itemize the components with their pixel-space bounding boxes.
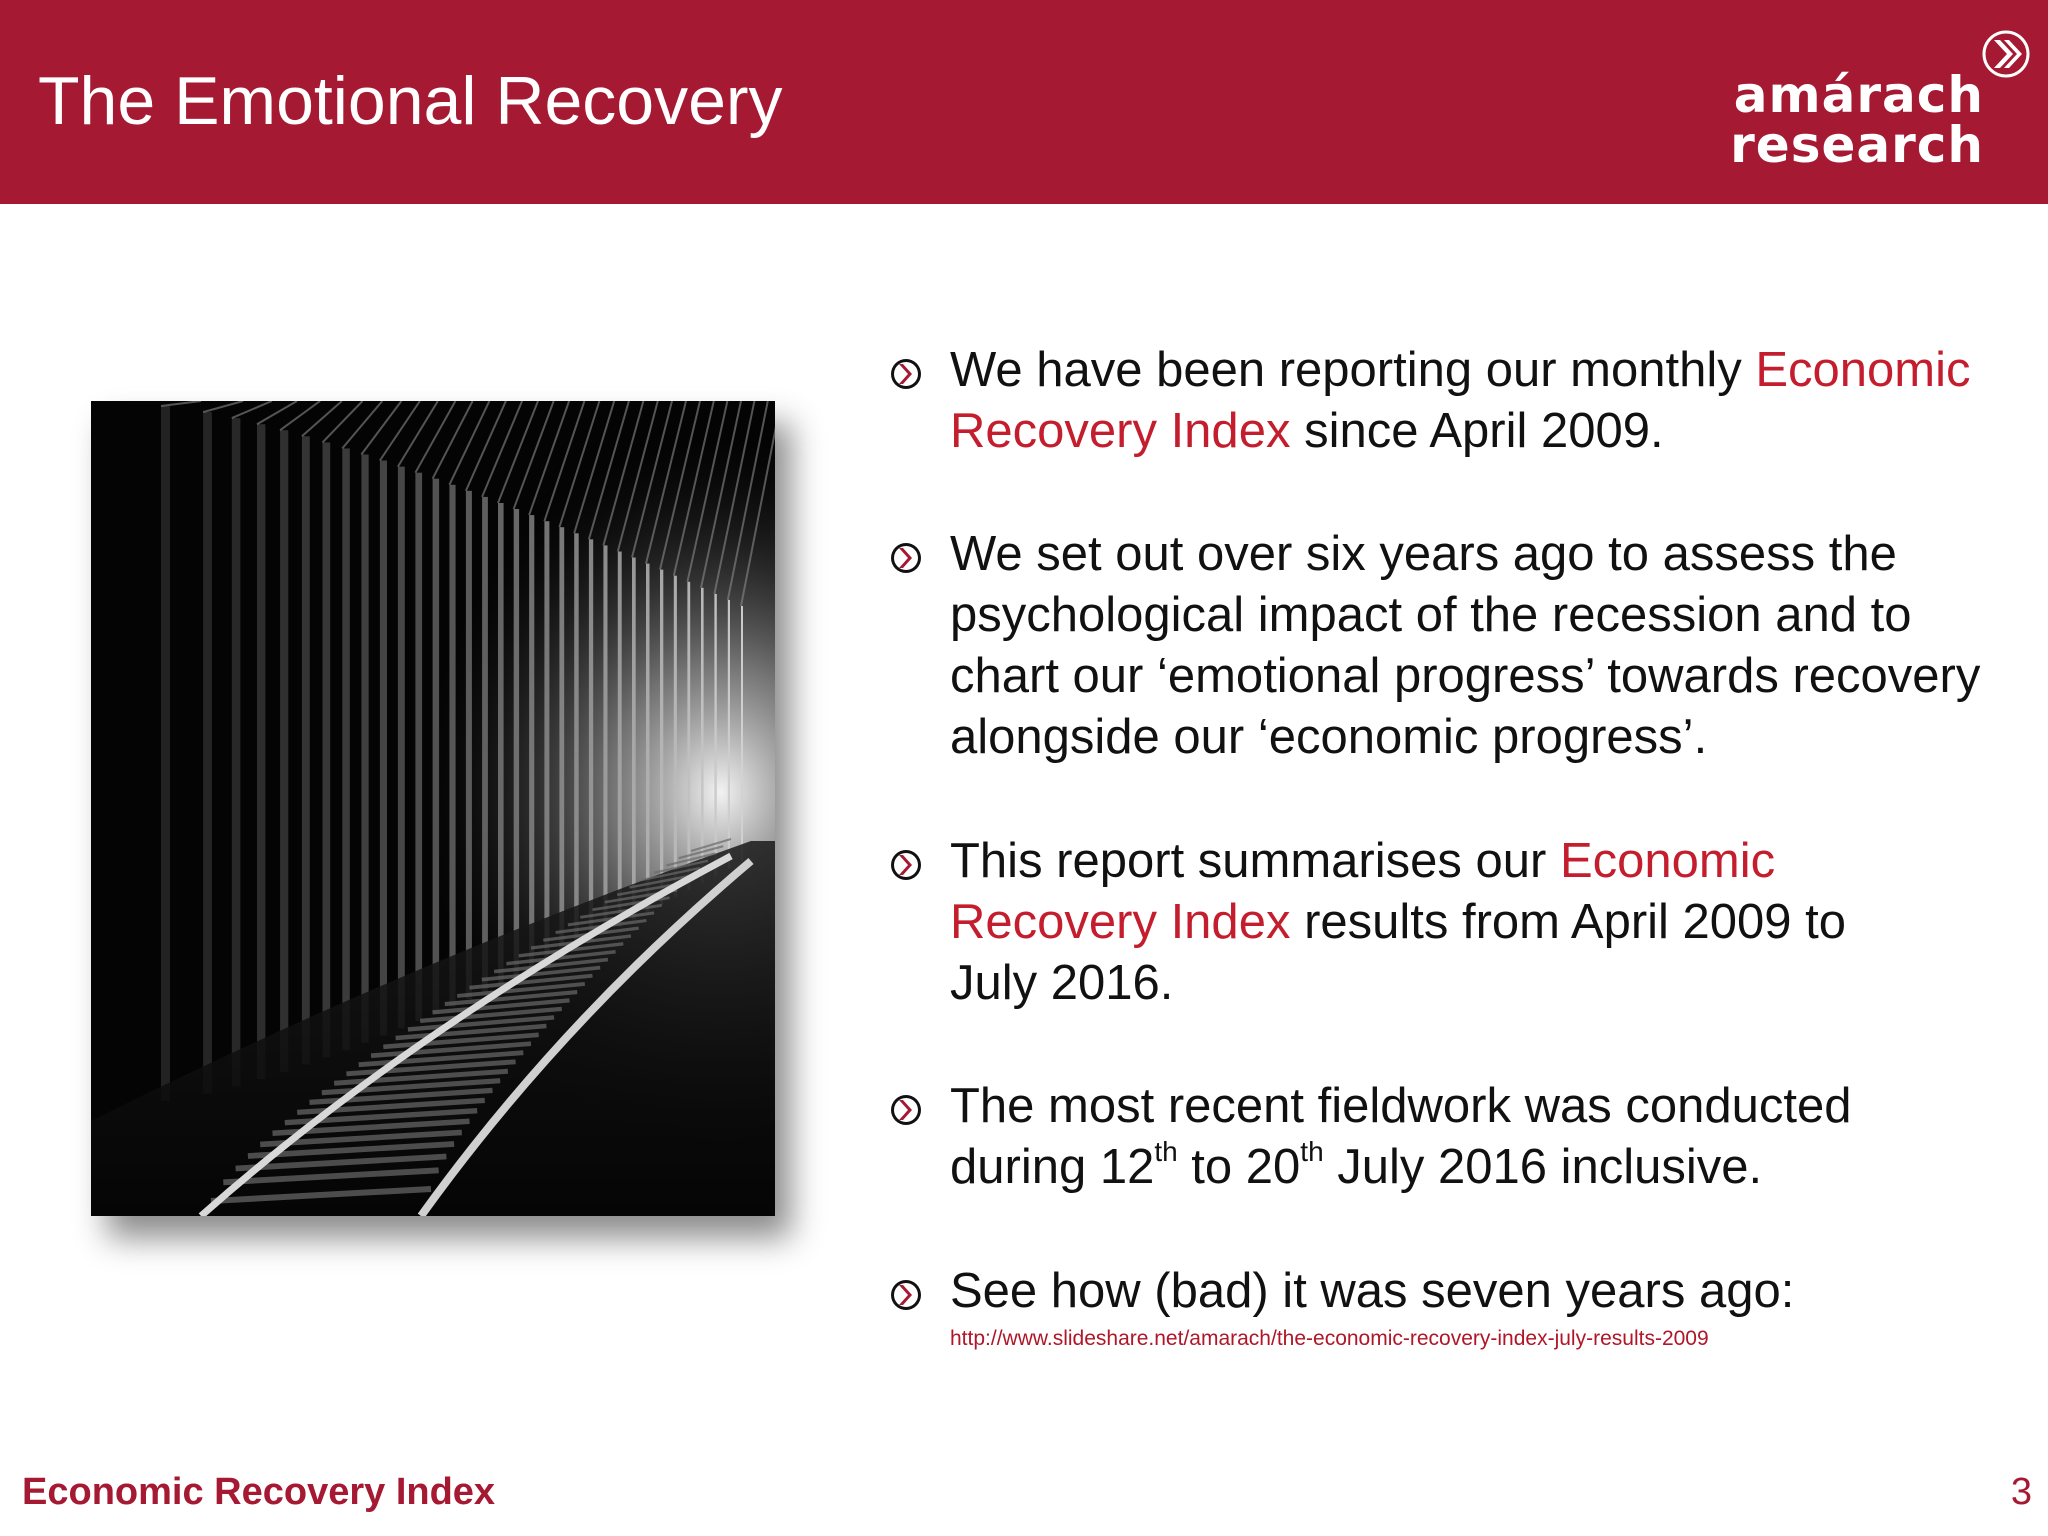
bullet-chevron-icon [890,849,922,881]
highlight-text: Economic Recovery Index [950,343,1971,458]
bullet-text [950,340,2020,462]
bullet-text: We set out over six years ago to assess the psychological impact of the recession and to chart our ‘emotional progress’ towards recovery alongside our ‘economic progress’. [950,527,1981,764]
bullet-chevron-icon [890,1094,922,1126]
logo-chevron-icon [1980,28,2032,80]
logo-text-line2: research [1730,116,1984,174]
bullet-text [950,831,1850,1014]
slide-title: The Emotional Recovery [38,63,783,139]
highlight-text: Economic Recovery Index [950,834,1776,949]
bullet-text-part: We have been reporting our monthly [950,343,1756,397]
company-logo [1730,28,2036,178]
tunnel-image [91,401,775,1216]
bullet-text-part: This report summarises our [950,834,1560,888]
bullet-text-part: to 20 [1177,1140,1301,1194]
bullet-text-part: since April 2009. [1290,404,1664,458]
bullet-chevron-icon [890,1279,922,1311]
footer-title: Economic Recovery Index [22,1471,496,1513]
bullet-text-part: See how (bad) it was seven years ago: [950,1264,1795,1318]
page-number: 3 [2010,1471,2032,1513]
bullet-text-part: The most recent fieldwork was conducted during 12 [950,1079,1852,1194]
superscript: th [1300,1136,1324,1167]
superscript: th [1154,1136,1178,1167]
bullet-chevron-icon [890,542,922,574]
bullet-text [950,1076,1950,1198]
bullet-text [950,1261,2020,1354]
header-band [0,0,2048,204]
tunnel-photo [91,401,775,1216]
logo-text-line1: amárach [1733,66,1984,124]
bullet-text-part: July 2016 inclusive. [1323,1140,1763,1194]
bullet-chevron-icon [890,358,922,390]
bullet-text-part: results from April 2009 to July 2016. [950,895,1847,1010]
slideshare-link[interactable]: http://www.slideshare.net/amarach/the-economic-recovery-index-july-results-2009 [950,1327,1709,1350]
